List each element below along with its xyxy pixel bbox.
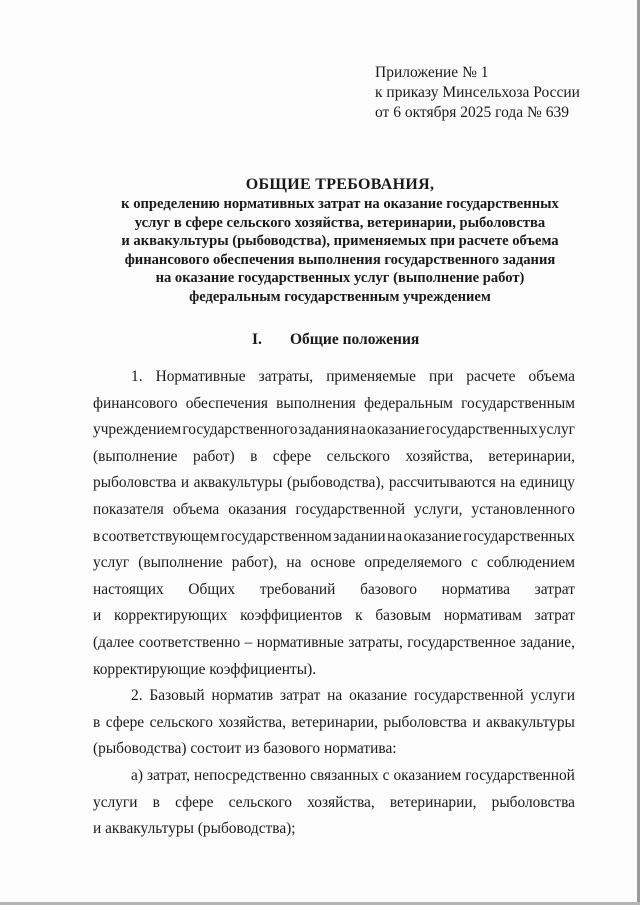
word: базовым [375,607,432,625]
paragraph-line [93,497,575,524]
paragraph-line [93,763,575,790]
word: работ), [231,554,278,572]
word: оказание [403,527,462,545]
title-line: услуг в сфере сельского хозяйства, ветеринарии, рыболовства [134,214,546,231]
word: непосредственно [194,766,307,784]
word: на [327,687,343,705]
word: оказанием [393,766,462,784]
word: государственных [463,527,575,545]
word: государственной [465,766,575,784]
paragraph-line [93,444,575,471]
appendix-number: Приложение № 1 [375,64,489,81]
word: (выполнение [93,447,178,465]
word: федеральным [363,394,453,412]
word: аквакультуры [486,713,575,731]
word: Базовый [149,687,205,705]
word: ветеринарии, [488,447,575,465]
word: в [93,527,101,545]
word: ветеринарии, [389,793,477,811]
word: хозяйства, [405,447,473,465]
word: в [152,793,160,811]
word: рассчитываются [388,474,496,492]
word: в [93,713,101,731]
word: рыболовства [383,713,467,731]
paragraph-line [93,603,575,630]
word: государственным [461,394,575,412]
word: задания [298,421,350,439]
title-line: на оказание государственных услуг (выполнение работ) [155,270,525,286]
section-heading [252,330,419,350]
word: затрат [534,580,575,598]
word: к [355,607,363,625]
paragraph-line-last: и аквакультуры (рыбоводства); [93,820,296,838]
paragraph-line-last: (рыбоводства) состоит из базового норматива: [93,740,397,758]
word: сфере [175,793,214,811]
word: – [244,633,253,651]
word: в [250,447,258,465]
word: услуг [538,421,575,439]
word: выполнения [276,394,356,412]
word: государственного [182,421,298,439]
word: на [350,421,366,439]
word: хозяйства, [307,793,375,811]
word: затрат, [147,766,190,784]
word: рыболовства [93,474,177,492]
word: затраты, [348,633,403,651]
title-line: финансового обеспечения выполнения государственного задания [124,251,556,268]
appendix-order: к приказу Минсельхоза России [375,84,580,101]
paragraph-line [93,710,575,737]
word: 1. [131,368,143,385]
word: нормативные [256,633,344,651]
appendix-date: от 6 октября 2025 года № 639 [375,104,569,121]
title-subtitle [90,195,590,306]
word: обеспечения [185,394,268,412]
paragraph-line [93,364,575,391]
word: работ) [192,447,235,465]
word: государственной [413,687,524,705]
title-heading: ОБЩИЕ ТРЕБОВАНИЯ, [245,176,435,193]
word: на [387,527,403,545]
word: оказание [349,687,408,705]
word: норматив [211,687,274,705]
word: объема [172,500,220,518]
paragraph-line [93,683,575,710]
paragraph-line [93,550,575,577]
paragraph-line [93,577,575,604]
paragraph-line [93,391,575,418]
word: при [429,368,454,385]
word: и [472,713,481,731]
paragraph-line-last: корректирующие коэффициенты). [93,660,317,678]
word: сфере [105,713,145,731]
word: затраты, [258,368,314,385]
word: оказания [228,500,287,518]
word: услуги [93,793,138,811]
word: с [382,766,390,784]
word: на [500,474,516,492]
word: соответственно [138,633,241,651]
word: применяемые [326,368,416,385]
word: аквакультуры [193,474,283,492]
word: с [471,554,478,572]
word: единицу [519,474,575,492]
word: основе [310,554,356,572]
word: оказание [366,421,425,439]
title-line: федеральным государственным учреждением [189,288,491,305]
word: (выполнение [138,554,223,572]
word: учреждением [93,421,182,439]
word: затрат [280,687,321,705]
word: государственных [425,421,538,439]
word: норматива [441,580,510,598]
word: затрат [534,607,575,625]
word: коэффициентов [240,607,343,625]
word: нормативам [443,607,522,625]
word: установленного [471,500,575,518]
word: государственное [407,633,516,651]
word: требований [259,580,336,598]
word: показателя [93,500,164,518]
paragraph-line [93,630,575,657]
word: ветеринарии, [291,713,379,731]
word: расчете [466,368,516,385]
word: хозяйства, [218,713,286,731]
word: сельского [228,793,293,811]
word: услуги, [414,500,463,518]
word: задание, [520,633,575,651]
word: финансового [93,394,178,412]
word: соответствующем [101,527,220,545]
paragraph-line [93,417,575,444]
paragraph-line [93,524,575,551]
word: корректирующих [114,607,228,625]
word: настоящих [93,580,164,598]
appendix-reference [375,63,625,123]
word: и [93,607,102,625]
word: сельского [326,447,391,465]
word: сельского [149,713,213,731]
word: базового [360,580,417,598]
word: связанных [310,766,379,784]
word: определяемого [364,554,462,572]
word: (далее [93,633,135,651]
document-body [93,364,575,843]
paragraph-line [93,470,575,497]
word: услуги [530,687,575,705]
word: (рыбоводства), [286,474,385,492]
word: Нормативные [155,368,246,385]
word: 2. [131,687,143,705]
section-title: Общие положения [290,331,420,348]
word: а) [131,766,143,784]
word: на [286,554,302,572]
document-title [90,175,590,306]
word: соблюдением [486,554,575,572]
word: и [180,474,190,492]
word: рыболовства [491,793,575,811]
word: объема [528,368,575,385]
title-line: и аквакультуры (рыбоводства), применяемых при расчете объема [121,233,559,249]
word: услуг [93,554,130,572]
word: задании [333,527,386,545]
word: Общих [188,580,236,598]
section-number: I. [252,331,262,348]
word: государственном [220,527,332,545]
title-line: к определению нормативных затрат на оказание государственных [121,196,559,212]
word: сфере [272,447,312,465]
word: государственной [295,500,406,518]
paragraph-line [93,790,575,817]
